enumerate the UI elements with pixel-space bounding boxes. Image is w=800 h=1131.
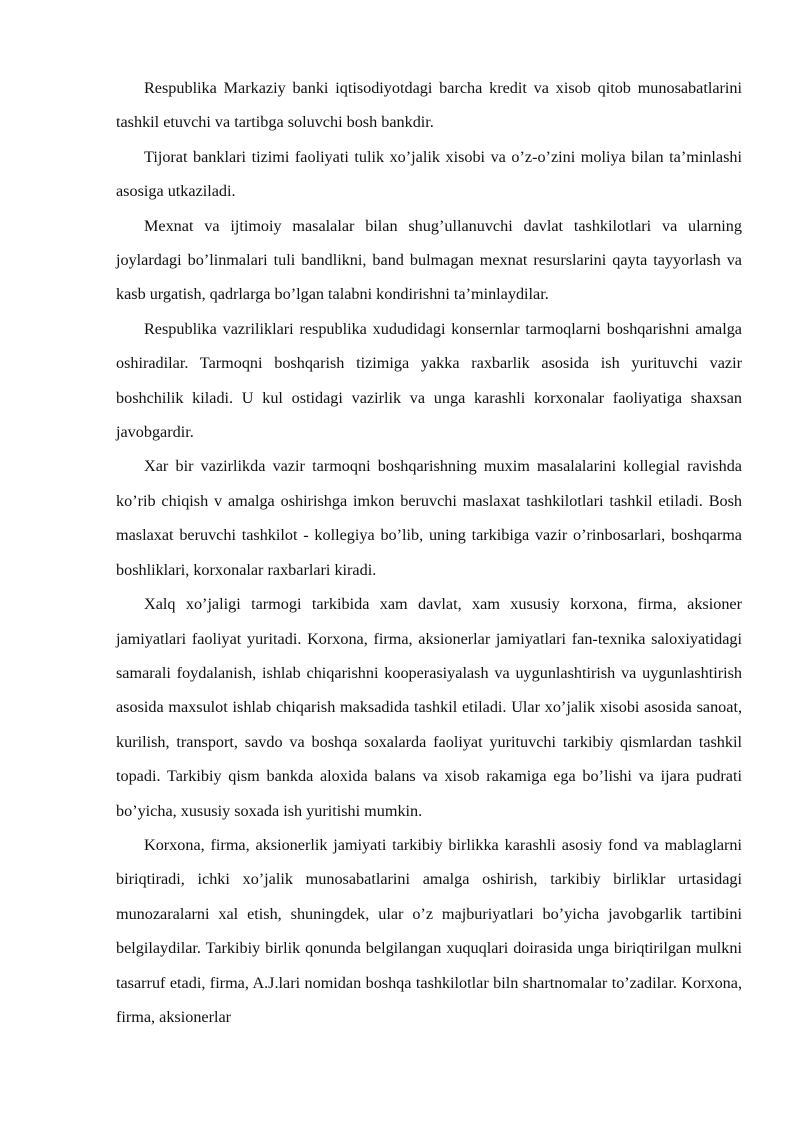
paragraph-commercial-banks: Tijorat banklari tizimi faoliyati tulik xo’jalik xisobi va o’z-o’zini moliya bilan ta’minlashi asosiga utkaziladi. bbox=[116, 147, 742, 201]
paragraph-collegium: Xar bir vazirlikda vazir tarmoqni boshqarishning muxim masalalarini kollegial ravishda ko’rib chiqish v amalga oshirishga imkon beruvchi maslaxat tashkilotlari tashkil etiladi. Bosh maslaxat beruvchi tashkilot - kollegiya bo’lib, uning tarkibiga vazir o’rinbosarlari, boshqarma boshliklari, korxonalar raxbarlari kiradi. bbox=[116, 457, 742, 579]
paragraph-labor-organizations: Mexnat va ijtimoiy masalalar bilan shug’ullanuvchi davlat tashkilotlari va ularning joylardagi bo’linmalari tuli bandlikni, band bulmagan mexnat resurslarini qayta tayyorlash va kasb urgatish, qadrlarga bo’lgan talabni kondirishni ta’minlaydilar. bbox=[116, 216, 742, 304]
paragraph-structural-units: Korxona, firma, aksionerlik jamiyati tarkibiy birlikka karashli asosiy fond va mablaglarni biriqtiradi, ichki xo’jalik munosabatlarini amalga oshirish, tarkibiy birliklar urtasidagi munozaralarni xal etish, shuningdek, ular o’z majburiyatlari bo’yicha javobgarlik tartibini belgilaydilar. Tarkibiy birlik qonunda belgilangan xuquqlari doirasida unga biriqtirilgan mulkni tasarruf etadi, firma, A.J.lari nomidan boshqa tashkilotlar biln shartnomalar to’zadilar. Korxona, firma, aksionerlar bbox=[116, 835, 742, 1026]
document-page bbox=[116, 71, 742, 1034]
paragraph-enterprises: Xalq xo’jaligi tarmogi tarkibida xam davlat, xam xususiy korxona, firma, aksioner jamiyatlari faoliyat yuritadi. Korxona, firma, aksionerlar jamiyatlari fan-texnika saloxiyatidagi samarali foydalanish, ishlab chiqarishni kooperasiyalash va uygunlashtirish va uygunlashtirish asosida maxsulot ishlab chiqarish maksadida tashkil etiladi. Ular xo’jalik xisobi asosida sanoat, kurilish, transport, savdo va boshqa soxalarda faoliyat yurituvchi tarkibiy qismlardan tashkil topadi. Tarkibiy qism bankda aloxida balans va xisob rakamiga ega bo’lishi va ijara pudrati bo’yicha, xususiy soxada ish yuritishi mumkin. bbox=[116, 595, 742, 820]
paragraph-central-bank: Respublika Markaziy banki iqtisodiyotdagi barcha kredit va xisob qitob munosabatlarini tashkil etuvchi va tartibga soluvchi bosh bankdir. bbox=[116, 79, 742, 132]
paragraph-ministries: Respublika vazriliklari respublika xududidagi konsernlar tarmoqlarni boshqarishni amalga oshiradilar. Tarmoqni boshqarish tizimiga yakka raxbarlik asosida ish yurituvchi vazir boshchilik kiladi. U kul ostidagi vazirlik va unga karashli korxonalar faoliyatiga shaxsan javobgardir. bbox=[116, 319, 742, 442]
